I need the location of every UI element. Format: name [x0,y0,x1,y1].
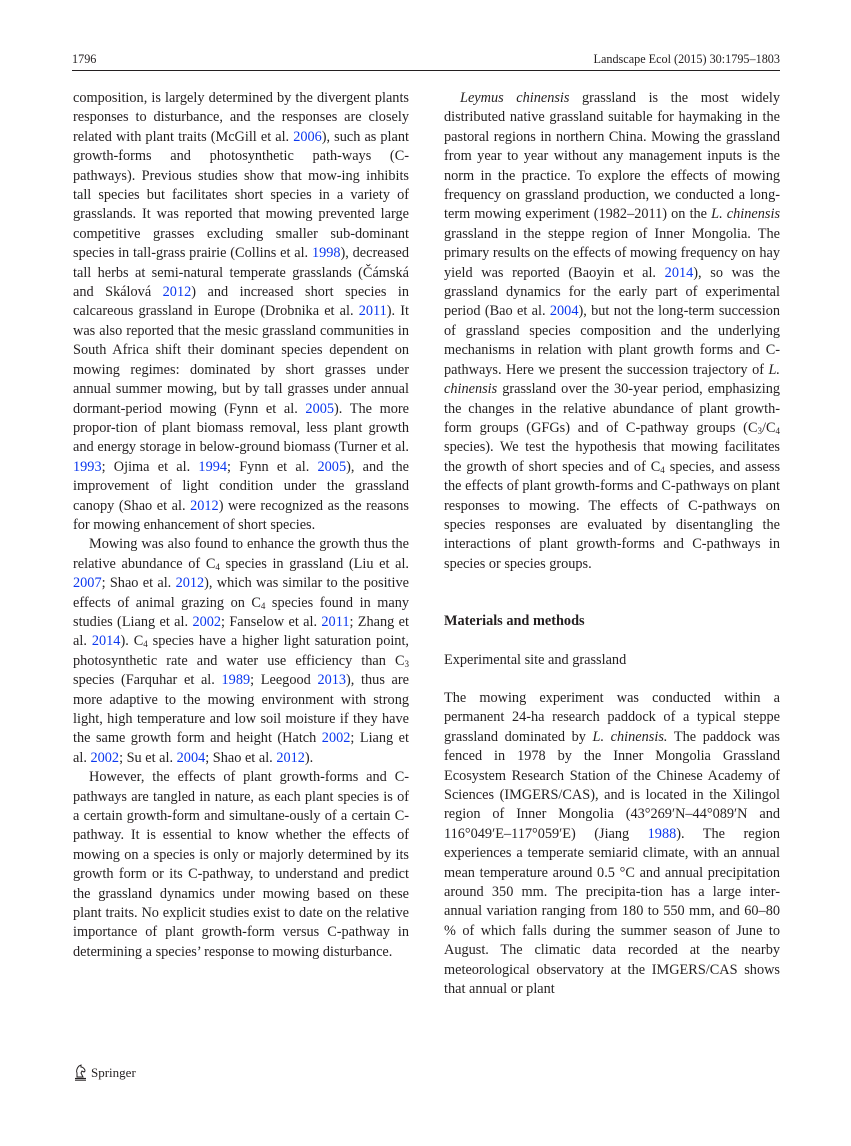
citation-link[interactable]: 2002 [90,749,120,766]
text: ; Shao et al. [205,749,277,766]
citation-link[interactable]: 1998 [311,245,341,262]
citation-link[interactable]: 1994 [198,458,228,475]
citation-link[interactable]: 2005 [305,400,335,417]
citation-link[interactable]: 2004 [549,303,579,320]
citation-link[interactable]: 2014 [91,633,121,650]
citation-link[interactable]: 2012 [162,284,192,301]
species-name: L. chinensis [711,206,781,223]
citation-link[interactable]: 2006 [293,128,322,145]
species-name: L. chinensis [444,361,780,398]
text: The paddock was fenced in 1978 by the Inner Mongolia Grassland Ecosystem Research Station of the Chinese Academy of Sciences (IMGERS/CAS), and is located in the Xilingol region of Inner Mongolia (43°269′N–44°089′N and 116°049′E–117°059′E) (Jiang [444,728,780,842]
running-header [72,50,780,70]
paragraph-c4-species [73,535,409,768]
right-column [444,89,780,999]
subsection-heading: Experimental site and grassland [444,651,627,668]
text: ), which was similar to the positive effects of animal grazing on C [73,575,409,611]
text: ). [304,749,314,766]
citation-link[interactable]: 2002 [321,730,351,747]
text: ; Leegood [250,672,318,689]
paragraph-tangled-traits: However, the effects of plant growth-forms and C-pathways are tangled in nature, as each plant species is of a certain growth-form and simultane-ously of a certain C-pathway. It is essential to know whether the effects of mowing on a species is only or majorly determined by its growth form or its C-pathway, to understand and predict the grassland dynamics under mowing based on these plant traits. No explicit studies exist to date on the relative importance of plant growth-form versus C-pathway in determining a species’ response to mowing disturbance. [73,769,409,960]
page-number: 1796 [72,52,97,66]
left-column [73,89,409,962]
text: species). We test the hypothesis that mowing facilitates the growth of short species and of C [444,439,780,475]
citation-link[interactable]: 2012 [190,497,219,514]
text: species in grassland (Liu et al. [219,555,409,572]
citation-link[interactable]: 1989 [221,672,251,689]
subscript: 4 [660,464,665,475]
citation-link[interactable]: 2012 [175,575,205,592]
text: ). It was also reported that the mesic grassland communities in South Africa shift their dominant species dependent on mowing regimes: dominated by short grasses under annual summer mowing, but by tall grasses under annual dormant-period mowing (Fynn et al. [73,303,409,417]
citation-link[interactable]: 1993 [73,458,102,475]
section-heading: Materials and methods [444,613,585,630]
text: ), so was the grassland dynamics for the early part of experimental period (Bao et al. [444,264,780,320]
citation-link[interactable]: 1988 [647,825,677,842]
citation-link[interactable]: 2005 [317,458,347,475]
text: species found in many studies (Liang et al. [73,594,409,630]
citation-link[interactable]: 2004 [176,749,206,766]
subscript: 4 [775,425,780,436]
text: The mowing experiment was conducted within a permanent 24-ha research paddock of a typical steppe grassland dominated by [444,689,780,745]
species-name: Leymus chinensis [460,90,570,106]
paragraph-leymus-grassland [444,89,780,574]
text: /C [761,419,776,436]
text: ). The more propor-tion of plant biomass removal, less plant growth and energy storage in below-ground biomass (Turner et al. [73,400,409,456]
citation-link[interactable]: 2013 [317,672,347,689]
text: ; Su et al. [119,749,177,766]
text: grassland in the steppe region of Inner Mongolia. The primary results on the effects of mowing frequency on hay yield was reported (Baoyin et al. [444,225,780,281]
text: ), and the improvement of light condition under the grassland canopy (Shao et al. [73,458,409,514]
text: ). The region experiences a temperate semiarid climate, with an annual mean temperature around 0.5 °C and annual precipitation around 350 mm. The precipita-tion has a large inter-annual variation ranging from 180 to 550 mm, and 60–80 % of which falls during the summer season of June to August. The climatic data recorded at the nearby meteorological observatory at the IMGERS/CAS shows that annual or plant [444,825,780,998]
citation-link[interactable]: 2011 [321,613,350,630]
species-name: L. chinensis. [592,728,668,745]
paragraph-intro-continuation [73,89,409,535]
text: composition, is largely determined by the divergent plants responses to disturbance, and the responses are closely related with plant traits (McGill et al. [73,90,409,145]
header-rule [72,70,780,71]
subscript: 3 [757,425,762,436]
text: ). C [120,633,144,650]
text: ; Fanselow et al. [221,613,322,630]
text: ) were recognized as the reasons for mowing enhancement of short species. [73,497,409,533]
text: ; Ojima et al. [101,458,199,475]
subscript: 4 [215,561,220,572]
citation-link[interactable]: 2002 [192,613,222,630]
text: ), but not the long-term succession of grassland species composition and the underlying mechanisms in relation with plant growth forms and C-pathways. Here we present the succession trajectory of [444,303,781,378]
journal-citation: Landscape Ecol (2015) 30:1795–1803 [593,52,780,66]
subscript: 4 [260,600,266,611]
subscript: 3 [404,658,409,669]
text: Mowing was also found to enhance the growth thus the relative abundance of C [73,536,409,572]
springer-horse-icon [73,1064,88,1081]
text: ; Fynn et al. [227,458,318,475]
subscript: 4 [143,639,148,650]
text: ; Zhang et al. [73,613,409,650]
text: ) and increased short species in calcareous grassland in Europe (Drobnika et al. [73,284,409,320]
text: ; Shao et al. [101,575,176,592]
publisher-name: Springer [91,1064,136,1080]
citation-link[interactable]: 2007 [73,575,102,592]
text: species, and assess the effects of plant growth-forms and C-pathways on plant responses to mowing. The effects of C-pathways on species responses are evaluated by disentangling the interactions of plant growth-forms and C-pathways in species or species groups. [444,458,781,572]
text: ), such as plant growth-forms and photosynthetic path-ways (C-pathways). Previous studies show that mow-ing inhibits tall species but facilitates short species in a variety of grasslands. It was reported that mowing prevented large competitive grasses excluding smaller sub-dominant species in tall-grass prairie (Collins et al. [73,128,409,262]
text: ; Liang et al. [73,730,409,766]
text: ), thus are more adaptive to the mowing environment with strong light, high temperature and low soil moisture if they have the same growth form and height (Hatch [73,672,409,747]
paragraph-experimental-site [444,689,780,1000]
text: grassland is the most widely distributed native grassland suitable for haymaking in the pastoral regions in northern China. Mowing the grassland from year to year without any management inputs is the norm in the practice. To explore the effects of mowing frequency on grassland production, we conducted a long-term mowing experiment (1982–2011) on the [444,90,780,223]
citation-link[interactable]: 2012 [276,749,305,766]
citation-link[interactable]: 2014 [664,264,694,281]
text: grassland over the 30-year period, emphasizing the changes in the relative abundance of plant growth-form groups (GFGs) and of C-pathway groups (C [444,381,780,436]
text: species (Farquhar et al. [73,672,222,689]
publisher-footer [73,1064,136,1081]
text: ), decreased tall herbs at semi-natural temperate grasslands (Čámská and Skálová [73,245,410,301]
text: species have a higher light saturation point, photosynthetic rate and water use efficiency than C [73,633,410,669]
citation-link[interactable]: 2011 [358,303,387,320]
